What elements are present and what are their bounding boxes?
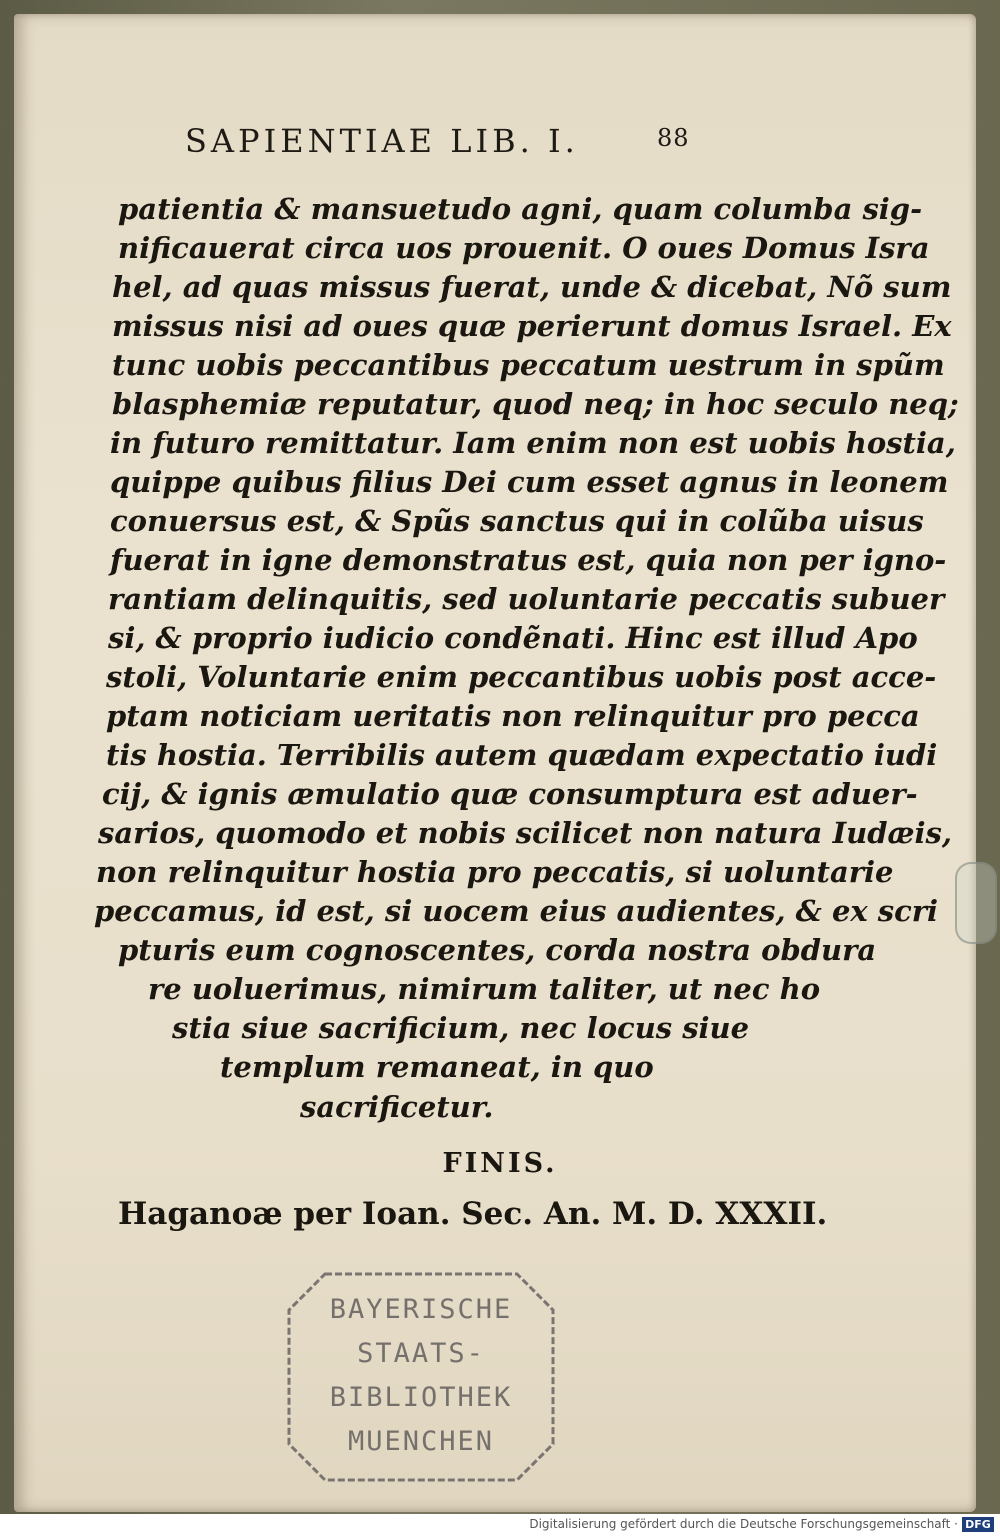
footer-credit: Digitalisierung gefördert durch die Deutsche Forschungsgemeinschaft ·	[529, 1517, 958, 1531]
text-line: nificauerat circa uos prouenit. O oues Domus Isra	[118, 231, 930, 265]
stamp-line: BIBLIOTHEK	[329, 1382, 513, 1413]
page-clip	[955, 862, 997, 944]
text-line: missus nisi ad oues quæ perierunt domus Israel. Ex	[112, 309, 952, 343]
text-line: si, & proprio iudicio condẽnati. Hinc est illud Apo	[108, 621, 918, 655]
text-line: conuersus est, & Spũs sanctus qui in colũba uisus	[110, 504, 924, 538]
stamp-line: BAYERISCHE	[329, 1294, 513, 1325]
text-line: fuerat in igne demonstratus est, quia non per igno-	[110, 543, 947, 577]
text-line: in futuro remittatur. Iam enim non est uobis hostia,	[110, 426, 956, 460]
text-line: templum remaneat, in quo	[220, 1050, 654, 1084]
text-line: ptam noticiam ueritatis non relinquitur pro pecca	[106, 699, 920, 733]
dfg-logo: DFG	[962, 1517, 994, 1532]
footer-bar	[0, 1514, 1000, 1536]
text-line: sarios, quomodo et nobis scilicet non natura Iudæis,	[98, 816, 952, 850]
text-line: rantiam delinquitis, sed uoluntarie peccatis subuer	[108, 582, 945, 616]
folio-number: 88	[657, 124, 690, 152]
text-line: re uoluerimus, nimirum taliter, ut nec ho	[148, 972, 821, 1006]
stamp-line: STAATS-	[357, 1338, 485, 1369]
text-line: peccamus, id est, si uocem eius audientes, & ex scri	[94, 894, 939, 928]
text-line: blasphemiæ reputatur, quod neq; in hoc seculo neq;	[112, 387, 959, 421]
text-line: non relinquitur hostia pro peccatis, si uoluntarie	[96, 855, 894, 889]
text-line: tis hostia. Terribilis autem quædam expectatio iudi	[106, 738, 938, 772]
running-title: SAPIENTIAE LIB. I.	[185, 122, 579, 160]
colophon: Haganoæ per Ioan. Sec. An. M. D. XXXII.	[118, 1196, 828, 1232]
text-line: pturis eum cognoscentes, corda nostra obdura	[118, 933, 877, 967]
text-line: sacrificetur.	[300, 1090, 494, 1124]
text-line: tunc uobis peccantibus peccatum uestrum in spũm	[112, 348, 945, 382]
finis-label: FINIS.	[442, 1148, 558, 1179]
stamp-line: MUENCHEN	[347, 1426, 495, 1457]
text-line: stoli, Voluntarie enim peccantibus uobis post acce-	[106, 660, 937, 694]
text-line: quippe quibus filius Dei cum esset agnus in leonem	[110, 465, 949, 499]
text-line: cij, & ignis æmulatio quæ consumptura est aduer-	[102, 777, 918, 811]
text-line: hel, ad quas missus fuerat, unde & dicebat, Nõ sum	[112, 270, 952, 304]
text-line: stia siue sacrificium, nec locus siue	[172, 1011, 750, 1045]
library-stamp	[285, 1270, 557, 1484]
running-header	[185, 122, 690, 172]
text-line: patientia & mansuetudo agni, quam columba sig-	[118, 192, 923, 226]
